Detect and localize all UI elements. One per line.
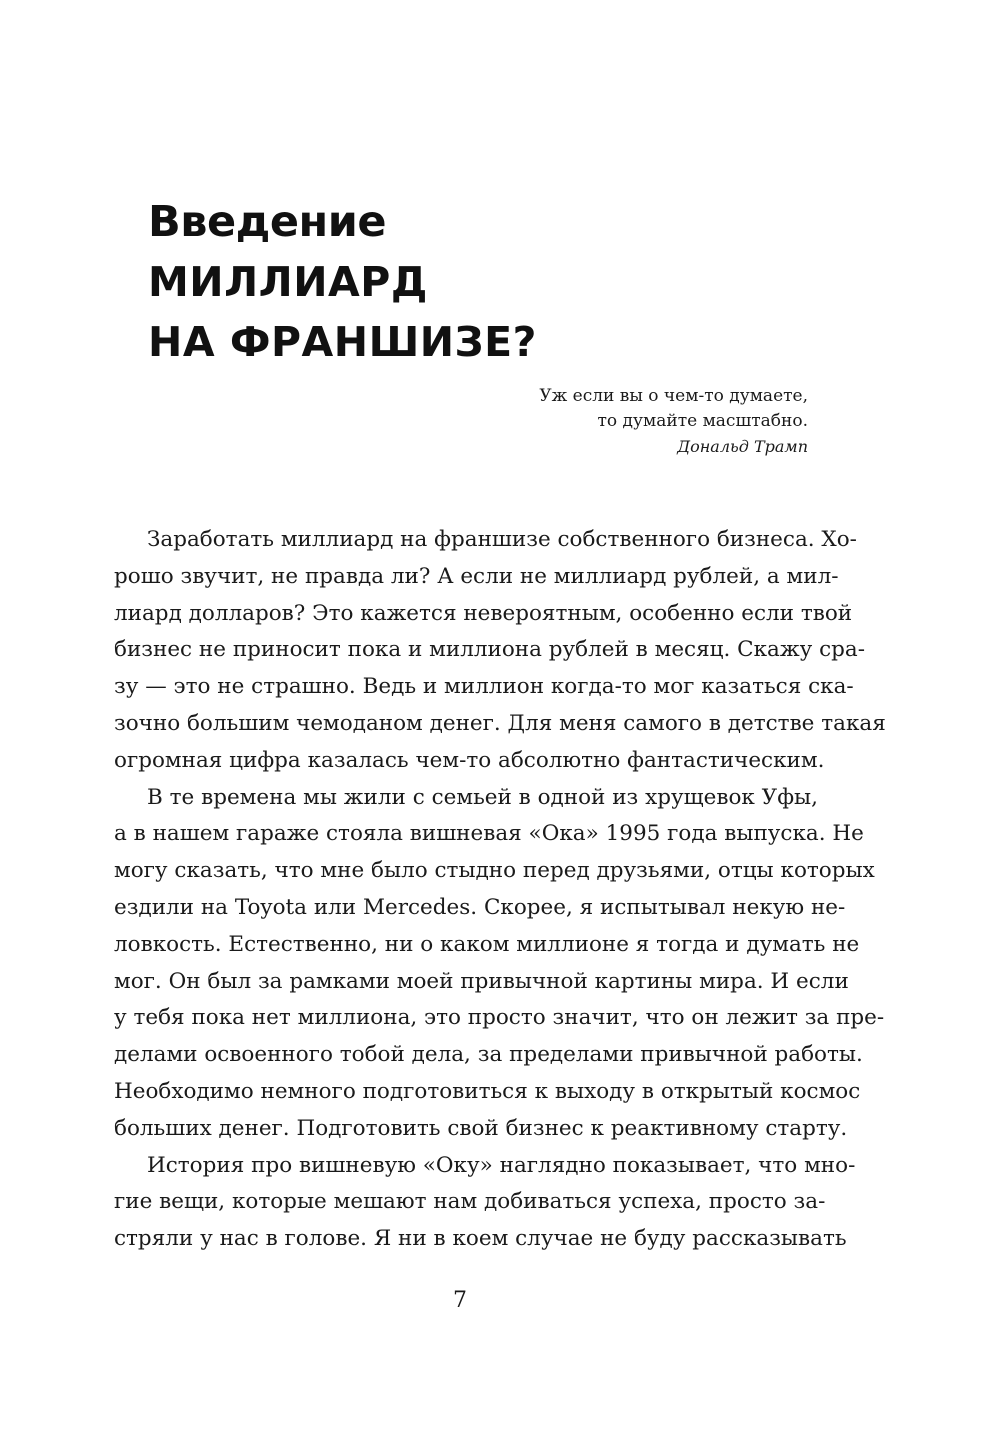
epigraph-line: Уж если вы о чем-то думаете, bbox=[539, 386, 808, 406]
text-line: зочно большим чемоданом денег. Для меня самого в детстве такая bbox=[114, 710, 886, 736]
text-line: стряли у нас в голове. Я ни в коем случае не буду рассказывать bbox=[114, 1226, 847, 1252]
text-line: делами освоенного тобой дела, за пределами привычной работы. bbox=[114, 1042, 863, 1068]
chapter-title-line: НА ФРАНШИЗЕ? bbox=[148, 318, 537, 366]
paragraph bbox=[114, 522, 886, 780]
text-line: рошо звучит, не правда ли? А если не миллиард рублей, а мил- bbox=[114, 563, 839, 589]
text-line: лиард долларов? Это кажется невероятным, особенно если твой bbox=[114, 600, 853, 626]
chapter-title-line: МИЛЛИАРД bbox=[148, 258, 428, 306]
text-line: гие вещи, которые мешают нам добиваться успеха, просто за- bbox=[114, 1189, 826, 1215]
chapter-label: Введение bbox=[148, 197, 387, 247]
text-line: ездили на Toyota или Mercedes. Скорее, я испытывал некую не- bbox=[114, 894, 846, 920]
text-line: могу сказать, что мне было стыдно перед друзьями, отцы которых bbox=[114, 858, 875, 884]
text-line: мог. Он был за рамками моей привычной картины мира. И если bbox=[114, 968, 849, 994]
body-text bbox=[114, 522, 886, 1258]
text-line: Заработать миллиард на франшизе собственного бизнеса. Хо- bbox=[147, 527, 857, 552]
text-line: а в нашем гараже стояла вишневая «Ока» 1995 года выпуска. Не bbox=[114, 821, 864, 847]
text-line: Необходимо немного подготовиться к выходу в открытый космос bbox=[114, 1078, 861, 1104]
text-line: ловкость. Естественно, ни о каком миллионе я тогда и думать не bbox=[114, 931, 860, 957]
text-line: бизнес не приносит пока и миллиона рублей в месяц. Скажу сра- bbox=[114, 637, 866, 663]
paragraph bbox=[114, 1148, 856, 1258]
text-line: зу — это не страшно. Ведь и миллион когда-то мог казаться ска- bbox=[114, 674, 854, 700]
page-number: 7 bbox=[453, 1288, 467, 1313]
text-line: огромная цифра казалась чем-то абсолютно фантастическим. bbox=[114, 747, 825, 773]
paragraph bbox=[114, 780, 885, 1148]
epigraph bbox=[388, 384, 808, 459]
text-line: больших денег. Подготовить свой бизнес к реактивному старту. bbox=[114, 1115, 848, 1141]
chapter-heading bbox=[148, 192, 848, 372]
text-line: В те времена мы жили с семьей в одной из хрущевок Уфы, bbox=[147, 784, 818, 810]
text-line: у тебя пока нет миллиона, это просто значит, что он лежит за пре- bbox=[114, 1005, 885, 1031]
epigraph-line: то думайте масштабно. bbox=[597, 411, 808, 431]
epigraph-author: Дональд Трамп bbox=[677, 437, 808, 456]
text-line: История про вишневую «Оку» наглядно показывает, что мно- bbox=[147, 1152, 856, 1178]
